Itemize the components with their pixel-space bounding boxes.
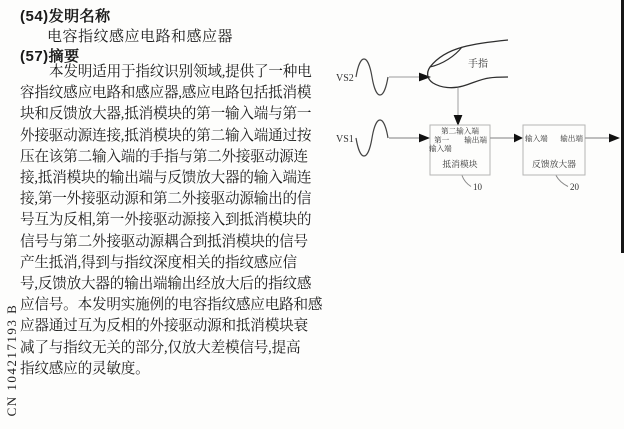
cancel-module-left-port-label-line2: 输入端 bbox=[429, 144, 452, 153]
abstract-line: 外接驱动源连接,抵消模块的第二输入端通过按 bbox=[20, 127, 312, 144]
abstract-line: 接,第一外接驱动源和第二外接驱动源输出的信 bbox=[20, 191, 312, 208]
abstract-line: 应信号。本发明实施例的电容指纹感应电路和感 bbox=[20, 297, 323, 314]
abstract-line: 块和反馈放大器,抵消模块的第一输入端与第一 bbox=[20, 106, 312, 123]
finger-label: 手指 bbox=[468, 59, 488, 70]
abstract-line: 号互为反相,第一外接驱动源接入到抵消模块的 bbox=[20, 212, 312, 229]
cancel-module-top-port-label: 第二输入端 bbox=[441, 126, 479, 136]
vs2-sine-wave-icon bbox=[356, 59, 388, 95]
fingernail-line bbox=[430, 47, 462, 67]
feedback-amp-block bbox=[523, 125, 585, 192]
field-54-label: (54)发明名称 bbox=[20, 8, 111, 25]
abstract-line: 信号与第二外接驱动源耦合到抵消模块的信号 bbox=[20, 233, 308, 250]
abstract-line: 本发明适用于指纹识别领域,提供了一种电 bbox=[49, 64, 312, 80]
field-57-label: (57)摘要 bbox=[20, 48, 80, 65]
vs2-label: VS2 bbox=[336, 73, 354, 84]
abstract-line: 压在该第二输入端的手指与第二外接驱动源连 bbox=[20, 148, 308, 165]
circuit-diagram bbox=[312, 0, 624, 210]
abstract-line: 产生抵消,得到与指纹深度相关的指纹感应信 bbox=[20, 254, 297, 271]
amp-output-connector bbox=[585, 134, 620, 143]
abstract-line: 应器通过互为反相的外接驱动源和抵消模块衰 bbox=[20, 318, 308, 335]
vs1-sine-wave-icon bbox=[356, 120, 388, 156]
cancel-module-block bbox=[429, 125, 490, 192]
feedback-amp-name-label: 反馈放大器 bbox=[532, 159, 576, 169]
feedback-amp-right-port-label: 输出端 bbox=[560, 134, 583, 143]
abstract-line: 指纹感应的灵敏度。 bbox=[20, 360, 150, 377]
abstract-line: 接,抵消模块的输出端与反馈放大器的输入端连 bbox=[20, 170, 312, 187]
vs1-label: VS1 bbox=[336, 134, 354, 145]
vs2-source bbox=[336, 59, 431, 95]
vs1-source bbox=[336, 120, 430, 156]
ref-10-leader-line bbox=[462, 176, 471, 187]
cancel-module-right-port-label: 输出端 bbox=[464, 135, 487, 145]
arrowhead-right-icon bbox=[419, 134, 430, 143]
abstract-body bbox=[20, 62, 322, 380]
cancel-module-left-port-label-line1: 第一 bbox=[434, 135, 450, 145]
module-to-amp-connector bbox=[490, 134, 523, 143]
ref-20-label: 20 bbox=[570, 182, 579, 192]
abstract-line: 号,反馈放大器的输出端输出经放大后的指纹感 bbox=[20, 276, 312, 293]
arrowhead-right-icon bbox=[514, 134, 523, 143]
finger-illustration bbox=[428, 40, 508, 126]
publication-number-vertical: CN 104217193 B bbox=[4, 303, 19, 417]
arrowhead-down-icon bbox=[454, 115, 463, 126]
invention-title: 电容指纹感应电路和感应器 bbox=[47, 29, 234, 45]
feedback-amp-left-port-label: 输入端 bbox=[525, 134, 548, 143]
arrowhead-right-icon bbox=[609, 134, 620, 143]
cancel-module-name-label: 抵消模块 bbox=[442, 159, 478, 169]
abstract-line: 容指纹感应电路和感应器,感应电路包括抵消模 bbox=[20, 85, 312, 102]
ref-20-leader-line bbox=[556, 176, 568, 187]
abstract-line: 减了与指纹无关的部分,仅放大差模信号,提高 bbox=[20, 339, 301, 356]
ref-10-label: 10 bbox=[473, 182, 482, 192]
